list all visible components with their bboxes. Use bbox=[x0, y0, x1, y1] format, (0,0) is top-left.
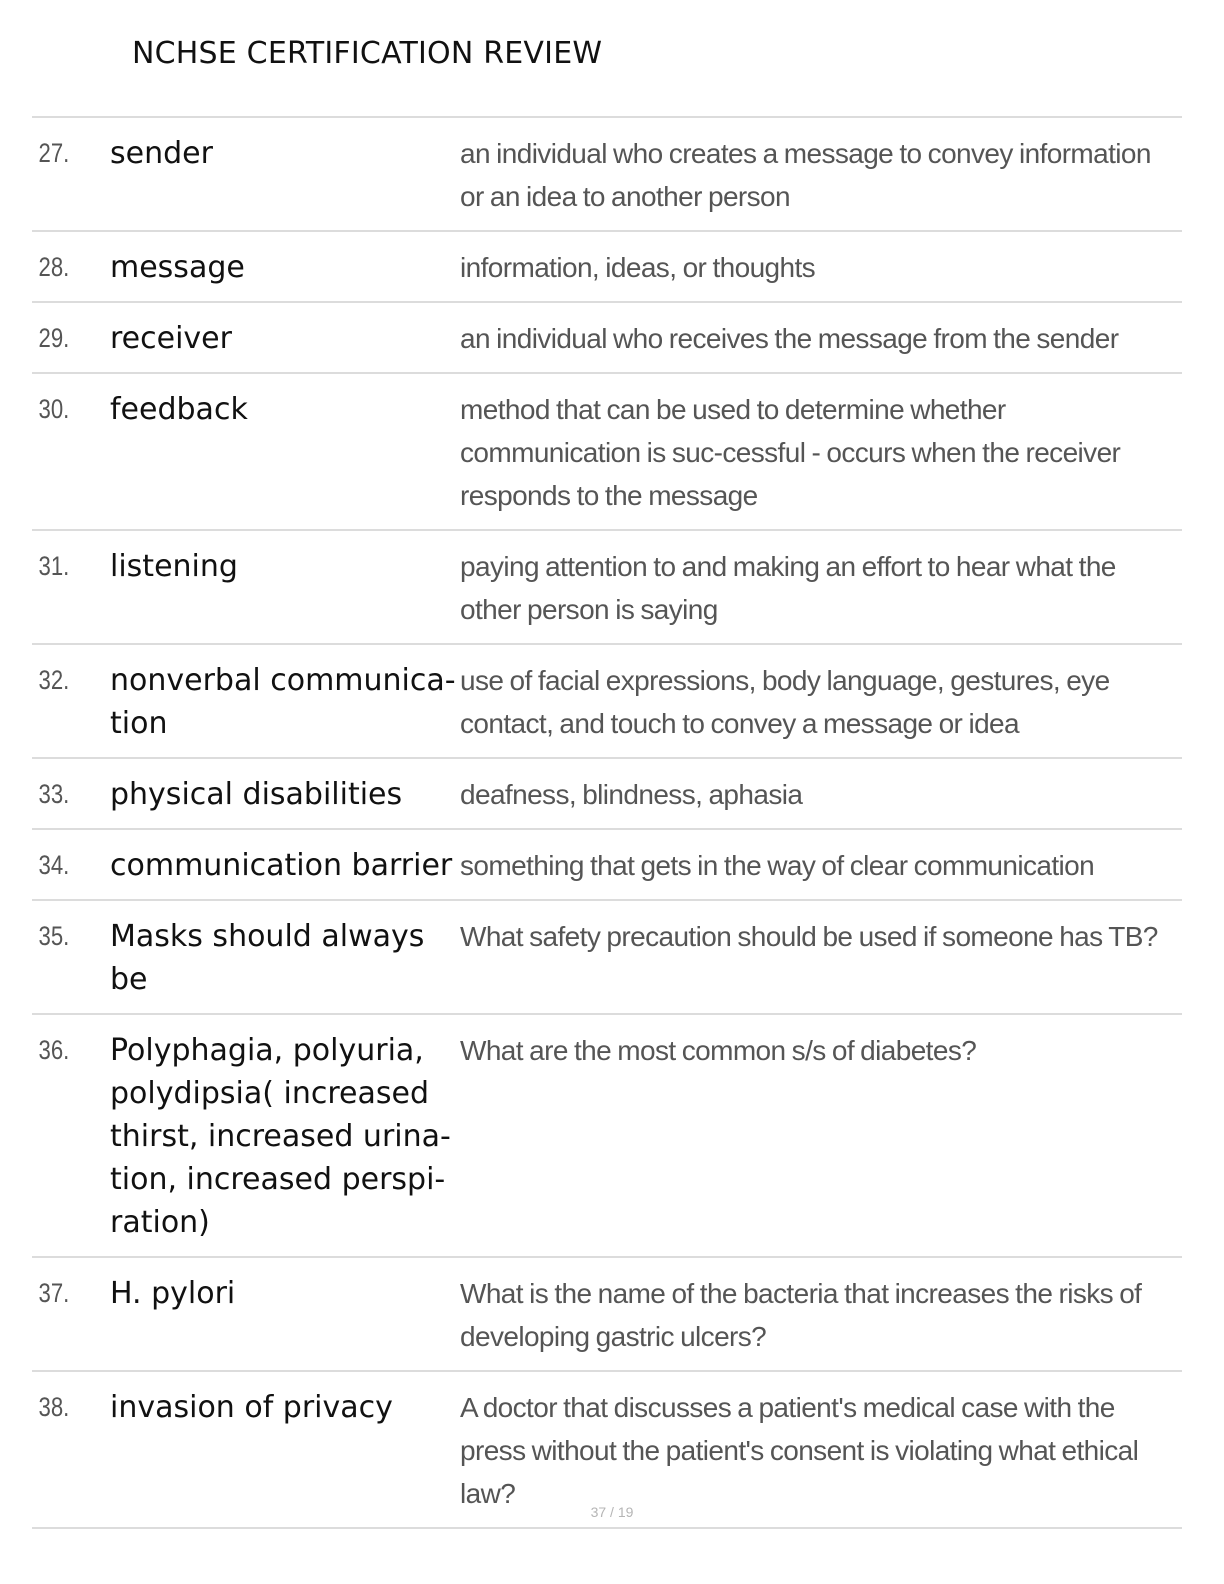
card-definition: What is the name of the bacteria that increases the risks of developing gastric ulcers? bbox=[460, 1278, 1142, 1352]
flashcard-row bbox=[32, 901, 1182, 1015]
card-definition: What safety precaution should be used if someone has TB? bbox=[460, 921, 1158, 952]
card-number: 35. bbox=[38, 921, 70, 951]
flashcard-row bbox=[32, 759, 1182, 830]
card-number: 28. bbox=[38, 252, 70, 282]
card-definition: an individual who receives the message from the sender bbox=[460, 323, 1119, 354]
card-term: H. pylori bbox=[110, 1276, 236, 1311]
card-number: 33. bbox=[38, 779, 70, 809]
card-term: nonverbal communica-tion bbox=[110, 663, 456, 741]
flashcard-row bbox=[32, 232, 1182, 303]
card-number: 27. bbox=[38, 138, 70, 168]
card-definition: paying attention to and making an effort to hear what the other person is saying bbox=[460, 551, 1116, 625]
card-number: 37. bbox=[38, 1278, 70, 1308]
card-number: 36. bbox=[38, 1035, 70, 1065]
card-term: sender bbox=[110, 136, 213, 171]
card-number: 31. bbox=[38, 551, 70, 581]
card-definition: deafness, blindness, aphasia bbox=[460, 779, 803, 810]
flashcard-row bbox=[32, 118, 1182, 232]
flashcard-row bbox=[32, 531, 1182, 645]
card-number: 34. bbox=[38, 850, 70, 880]
flashcard-list bbox=[32, 116, 1182, 1529]
flashcard-row bbox=[32, 1258, 1182, 1372]
flashcard-row bbox=[32, 645, 1182, 759]
card-term: listening bbox=[110, 549, 238, 584]
card-term: feedback bbox=[110, 392, 248, 427]
card-term: Polyphagia, polyuria, polydipsia( increased thirst, increased urina-tion, increased perspi-ration) bbox=[110, 1033, 451, 1240]
card-term: message bbox=[110, 250, 245, 285]
card-term: physical disabilities bbox=[110, 777, 403, 812]
flashcard-row bbox=[32, 374, 1182, 531]
flashcard-row bbox=[32, 830, 1182, 901]
card-number: 30. bbox=[38, 394, 70, 424]
card-definition: What are the most common s/s of diabetes? bbox=[460, 1035, 977, 1066]
card-term: invasion of privacy bbox=[110, 1390, 393, 1425]
card-term: receiver bbox=[110, 321, 232, 356]
card-definition: something that gets in the way of clear communication bbox=[460, 850, 1095, 881]
card-definition: method that can be used to determine whether communication is suc-cessful - occurs when the receiver responds to the message bbox=[460, 394, 1121, 511]
flashcard-row bbox=[32, 303, 1182, 374]
card-number: 32. bbox=[38, 665, 70, 695]
card-term: communication barrier bbox=[110, 848, 453, 883]
flashcard-row bbox=[32, 1015, 1182, 1258]
card-definition: A doctor that discusses a patient's medical case with the press without the patient's consent is violating what ethical law? bbox=[460, 1392, 1139, 1509]
card-number: 38. bbox=[38, 1392, 70, 1422]
page-title: NCHSE CERTIFICATION REVIEW bbox=[132, 36, 603, 71]
card-definition: use of facial expressions, body language, gestures, eye contact, and touch to convey a message or idea bbox=[460, 665, 1110, 739]
card-term: Masks should always be bbox=[110, 919, 425, 997]
page-number: 37 / 19 bbox=[590, 1504, 634, 1520]
card-definition: information, ideas, or thoughts bbox=[460, 252, 816, 283]
card-definition: an individual who creates a message to convey information or an idea to another person bbox=[460, 138, 1151, 212]
card-number: 29. bbox=[38, 323, 70, 353]
